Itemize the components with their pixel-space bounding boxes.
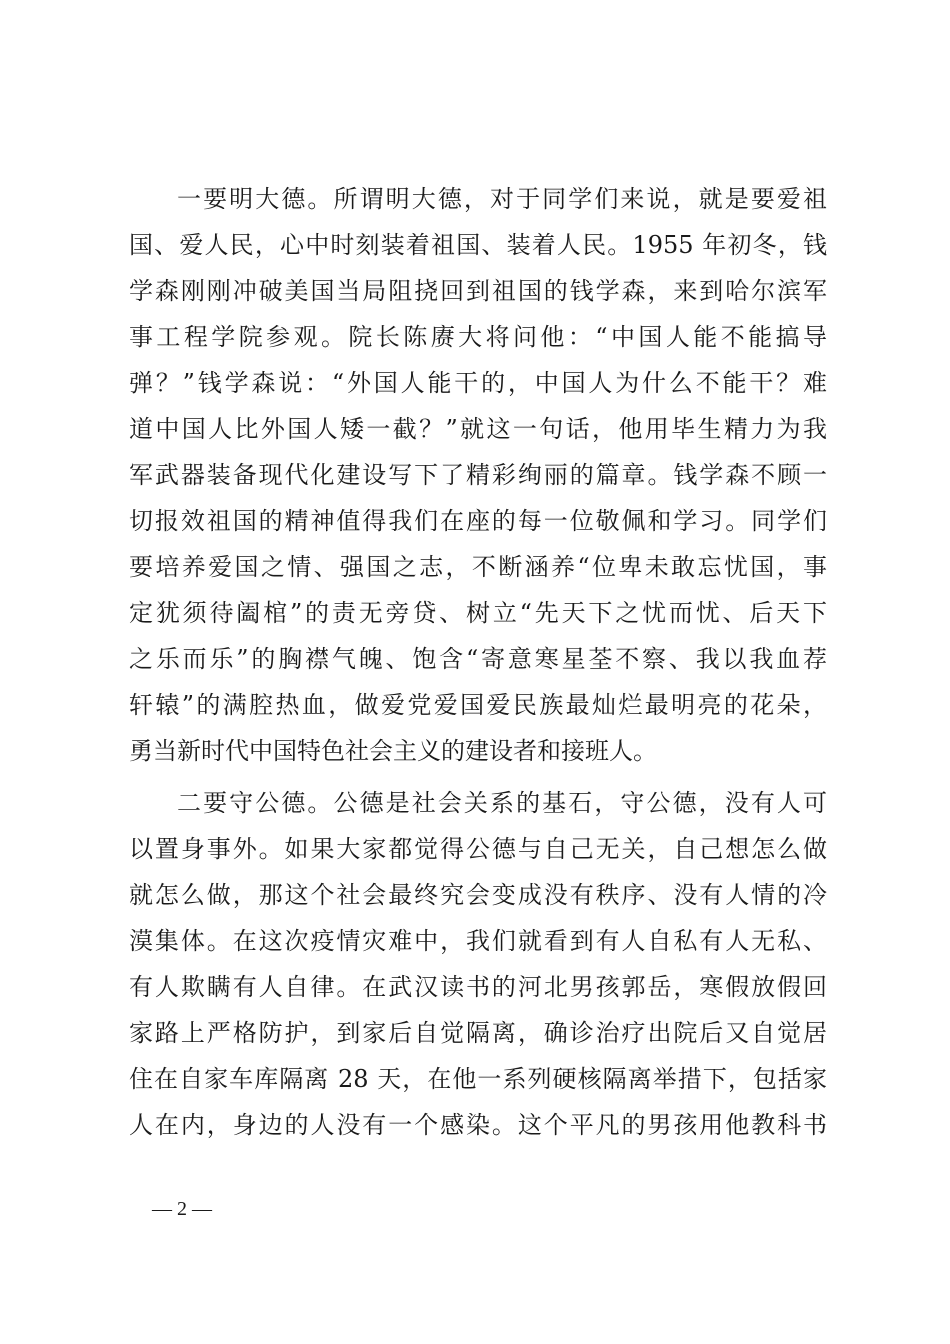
paragraph-1-line-12: 轩辕”的满腔热血，做爱党爱国爱民族最灿烂最明亮的花朵， — [129, 691, 827, 719]
paragraph-1-line-13: 勇当新时代中国特色社会主义的建设者和接班人。 — [129, 737, 657, 765]
paragraph-2-line-1: 二要守公德。公德是社会关系的基石，守公德，没有人可 — [177, 789, 827, 817]
paragraph-1-line-4: 事工程学院参观。院长陈赓大将问他：“中国人能不能搞导 — [129, 323, 827, 351]
paragraph-1-line-6: 道中国人比外国人矮一截？”就这一句话，他用毕生精力为我 — [129, 415, 827, 443]
paragraph-1-line-11: 之乐而乐”的胸襟气魄、饱含“寄意寒星荃不察、我以我血荐 — [129, 645, 827, 673]
paragraph-1-line-1: 一要明大德。所谓明大德，对于同学们来说，就是要爱祖 — [177, 185, 827, 213]
paragraph-1-line-3: 学森刚刚冲破美国当局阻挠回到祖国的钱学森，来到哈尔滨军 — [129, 277, 827, 305]
paragraph-2-line-5: 有人欺瞒有人自律。在武汉读书的河北男孩郭岳，寒假放假回 — [129, 973, 827, 1001]
paragraph-1-line-8: 切报效祖国的精神值得我们在座的每一位敬佩和学习。同学们 — [129, 507, 827, 535]
paragraph-1-line-9: 要培养爱国之情、强国之志，不断涵养“位卑未敢忘忧国，事 — [129, 553, 827, 581]
paragraph-2-line-4: 漠集体。在这次疫情灾难中，我们就看到有人自私有人无私、 — [129, 927, 827, 955]
paragraph-1-line-7: 军武器装备现代化建设写下了精彩绚丽的篇章。钱学森不顾一 — [129, 461, 827, 489]
paragraph-1-line-2: 国、爱人民，心中时刻装着祖国、装着人民。1955 年初冬，钱 — [129, 231, 827, 259]
paragraph-2-line-6: 家路上严格防护，到家后自觉隔离，确诊治疗出院后又自觉居 — [129, 1019, 827, 1047]
page-number: — 2 — — [152, 1198, 212, 1220]
paragraph-2-line-2: 以置身事外。如果大家都觉得公德与自己无关，自己想怎么做 — [129, 835, 827, 863]
paragraph-1-line-10: 定犹须待阖棺”的责无旁贷、树立“先天下之忧而忧、后天下 — [129, 599, 827, 627]
paragraph-2-line-3: 就怎么做，那这个社会最终究会变成没有秩序、没有人情的冷 — [129, 881, 827, 909]
paragraph-1-line-5: 弹？”钱学森说：“外国人能干的，中国人为什么不能干？难 — [129, 369, 827, 397]
body-text — [129, 176, 827, 1148]
paragraph-2-line-7: 住在自家车库隔离 28 天，在他一系列硬核隔离举措下，包括家 — [129, 1065, 827, 1093]
paragraph-2-line-8: 人在内，身边的人没有一个感染。这个平凡的男孩用他教科书 — [129, 1111, 827, 1139]
